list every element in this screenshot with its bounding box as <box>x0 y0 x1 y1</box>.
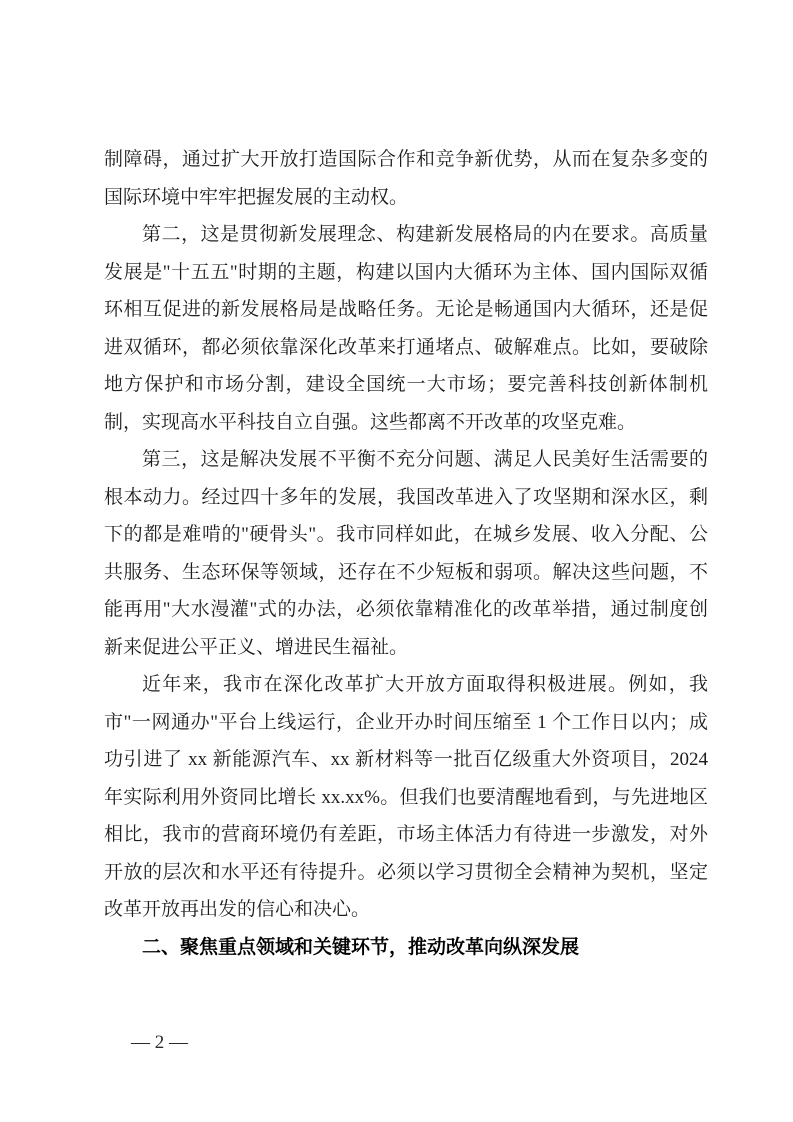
page-number: — 2 — <box>131 1032 188 1053</box>
paragraph-third-point: 第三，这是解决发展不平衡不充分问题、满足人民美好生活需要的根本动力。经过四十多年的发展，我国改革进入了攻坚期和深水区，剩下的都是难啃的"硬骨头"。我市同样如此，在城乡发展、收入分配、公共服务、生态环保等领域，还存在不少短板和弱项。解决这些问题，不能再用"大水漫灌"式的办法，必须依靠精准化的改革举措，通过制度创新来促进公平正义、增进民生福祉。 <box>104 449 708 658</box>
paragraph-second-point: 第二，这是贯彻新发展理念、构建新发展格局的内在要求。高质量发展是"十五五"时期的主题，构建以国内大循环为主体、国内国际双循环相互促进的新发展格局是战略任务。无论是畅通国内大循环，还是促进双循环，都必须依靠深化改革来打通堵点、破解难点。比如，要破除地方保护和市场分割，建设全国统一大市场；要完善科技创新体制机制，实现高水平科技自立自强。这些都离不开改革的攻坚克难。 <box>104 224 708 433</box>
section-heading: 二、聚焦重点领域和关键环节，推动改革向纵深发展 <box>142 936 580 958</box>
document-body <box>104 141 708 966</box>
paragraph-recent-progress: 近年来，我市在深化改革扩大开放方面取得积极进展。例如，我市"一网通办"平台上线运行，企业开办时间压缩至 1 个工作日以内；成功引进了 xx 新能源汽车、xx 新材料等一批百亿级重大外资项目，2024 年实际利用外资同比增长 xx.xx%。但我们也要清醒地看到，与先进地区相比，我市的营商环境仍有差距，市场主体活力有待进一步激发，对外开放的层次和水平还有待提升。必须以学习贯彻全会精神为契机，坚定改革开放再出发的信心和决心。 <box>104 674 708 920</box>
paragraph-continuation: 制障碍，通过扩大开放打造国际合作和竞争新优势，从而在复杂多变的国际环境中牢牢把握发展的主动权。 <box>104 149 708 208</box>
